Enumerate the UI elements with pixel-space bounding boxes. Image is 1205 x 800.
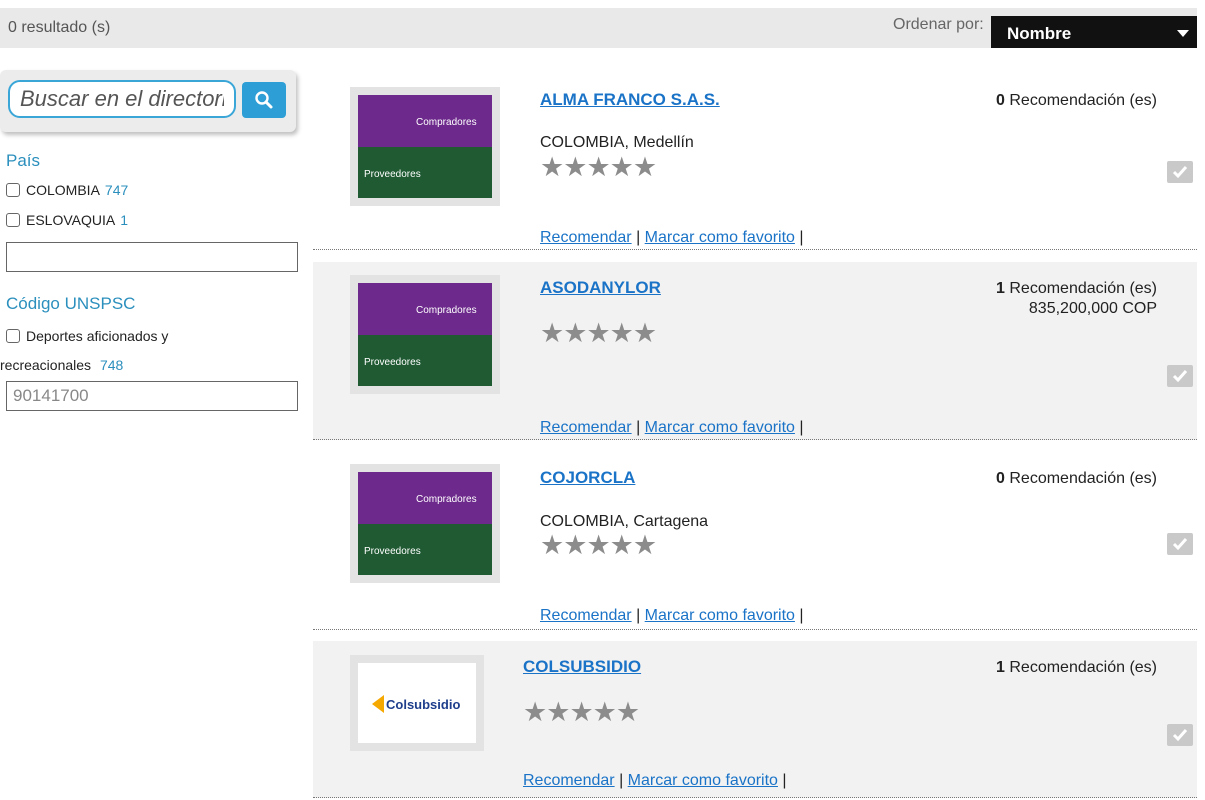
logo-text-proveedores: Proveedores — [364, 546, 421, 557]
star-icon: ★ — [615, 697, 641, 727]
recommend-link[interactable]: Recomendar — [523, 772, 615, 789]
unspsc-option[interactable] — [6, 328, 168, 344]
company-location: COLOMBIA, Cartagena — [540, 513, 709, 530]
result-actions — [540, 607, 804, 625]
sort-label: Ordenar por: — [893, 16, 984, 33]
unspsc-option-label-line2: recreacionales — [0, 357, 92, 373]
unspsc-option-label: Deportes aficionados y — [26, 328, 169, 344]
star-icon: ★ — [609, 530, 634, 560]
star-icon: ★ — [540, 318, 565, 348]
company-logo[interactable] — [350, 275, 500, 394]
search-input[interactable] — [8, 80, 236, 118]
separator: | — [782, 772, 787, 789]
star-icon: ★ — [592, 697, 617, 727]
directory-search — [0, 70, 296, 132]
price-value: 835,200,000 COP — [1028, 300, 1157, 317]
result-item — [313, 262, 1197, 440]
country-filter-input[interactable] — [6, 242, 298, 272]
rec-count-value: 1 — [996, 659, 1005, 676]
rating-stars[interactable] — [540, 320, 656, 346]
star-icon: ★ — [540, 530, 565, 560]
search-button[interactable] — [242, 82, 286, 118]
results-count: 0 resultado (s) — [8, 19, 111, 36]
checkbox[interactable] — [6, 183, 20, 197]
result-actions — [523, 772, 787, 790]
separator: | — [619, 772, 624, 789]
rec-count-label: Recomendación (es) — [1009, 280, 1157, 297]
company-name-link[interactable]: ALMA FRANCO S.A.S. — [540, 90, 720, 109]
recommend-link[interactable]: Recomendar — [540, 419, 632, 436]
star-icon: ★ — [632, 530, 658, 560]
star-icon: ★ — [632, 318, 658, 348]
company-name-link[interactable]: COJORCLA — [540, 468, 636, 487]
separator: | — [799, 607, 804, 624]
favorite-link[interactable]: Marcar como favorito — [644, 229, 795, 246]
separator: | — [636, 229, 641, 246]
star-icon: ★ — [540, 152, 565, 182]
rec-count-label: Recomendación (es) — [1009, 92, 1157, 109]
star-icon: ★ — [586, 318, 611, 348]
recommend-link[interactable]: Recomendar — [540, 229, 632, 246]
logo-graphic — [358, 283, 492, 386]
rec-count-value: 1 — [996, 280, 1005, 297]
star-icon: ★ — [609, 318, 634, 348]
company-logo[interactable] — [350, 464, 500, 583]
separator: | — [799, 229, 804, 246]
favorite-link[interactable]: Marcar como favorito — [627, 772, 778, 789]
favorite-link[interactable]: Marcar como favorito — [644, 607, 795, 624]
rating-stars[interactable] — [540, 532, 656, 558]
chevron-down-icon — [1177, 30, 1189, 37]
result-item — [313, 70, 1197, 250]
company-logo[interactable] — [350, 87, 500, 206]
logo-text-proveedores: Proveedores — [364, 357, 421, 368]
separator: | — [799, 419, 804, 436]
rating-stars[interactable] — [523, 699, 639, 725]
favorite-link[interactable]: Marcar como favorito — [644, 419, 795, 436]
recommendation-count — [996, 92, 1157, 110]
separator: | — [636, 607, 641, 624]
logo-text-colsubsidio: Colsubsidio — [386, 697, 461, 712]
star-icon: ★ — [586, 152, 611, 182]
logo-graphic — [358, 95, 492, 198]
result-item — [313, 641, 1197, 798]
result-actions — [540, 229, 804, 247]
country-option-count: 1 — [120, 212, 129, 228]
checkbox[interactable] — [6, 329, 20, 343]
result-actions — [540, 419, 804, 437]
check-icon[interactable] — [1167, 533, 1193, 555]
company-location: COLOMBIA, Medellín — [540, 134, 694, 151]
separator: | — [636, 419, 641, 436]
recommend-link[interactable]: Recomendar — [540, 607, 632, 624]
country-option-label: COLOMBIA — [26, 182, 100, 198]
star-icon: ★ — [523, 697, 548, 727]
star-icon: ★ — [546, 697, 571, 727]
check-icon[interactable] — [1167, 365, 1193, 387]
logo-graphic — [358, 472, 492, 575]
star-icon: ★ — [569, 697, 594, 727]
logo-text-compradores: Compradores — [416, 305, 477, 316]
country-option-label: ESLOVAQUIA — [26, 212, 116, 228]
company-name-link[interactable]: COLSUBSIDIO — [523, 657, 642, 676]
unspsc-filter-title: Código UNSPSC — [6, 294, 136, 313]
logo-text-compradores: Compradores — [416, 494, 477, 505]
search-icon — [254, 90, 274, 110]
logo-text-compradores: Compradores — [416, 117, 477, 128]
sort-select[interactable] — [991, 16, 1197, 48]
star-icon: ★ — [632, 152, 658, 182]
colsubsidio-mark — [372, 695, 384, 713]
country-option-count: 747 — [104, 182, 129, 198]
check-icon[interactable] — [1167, 724, 1193, 746]
sort-value: Nombre — [1007, 24, 1072, 43]
rec-count-label: Recomendación (es) — [1009, 470, 1157, 487]
rec-count-value: 0 — [996, 470, 1005, 487]
company-name-link[interactable]: ASODANYLOR — [540, 278, 661, 297]
star-icon: ★ — [563, 530, 588, 560]
star-icon: ★ — [609, 152, 634, 182]
country-option-eslovaquia[interactable] — [6, 212, 128, 228]
rec-count-value: 0 — [996, 92, 1005, 109]
recommendation-count — [996, 280, 1157, 298]
checkbox[interactable] — [6, 213, 20, 227]
logo-graphic — [358, 663, 476, 743]
result-item — [313, 452, 1197, 630]
star-icon: ★ — [586, 530, 611, 560]
recommendation-count — [996, 470, 1157, 488]
country-option-colombia[interactable] — [6, 182, 128, 198]
unspsc-filter-input[interactable] — [6, 381, 298, 411]
logo-text-proveedores: Proveedores — [364, 169, 421, 180]
country-filter-title: País — [6, 151, 41, 170]
unspsc-option-count: 748 — [99, 357, 124, 373]
unspsc-option-label-cont — [0, 357, 123, 373]
check-icon[interactable] — [1167, 161, 1193, 183]
rating-stars[interactable] — [540, 154, 656, 180]
company-logo[interactable] — [350, 655, 484, 751]
recommendation-count — [996, 659, 1157, 677]
star-icon: ★ — [563, 318, 588, 348]
rec-count-label: Recomendación (es) — [1009, 659, 1157, 676]
star-icon: ★ — [563, 152, 588, 182]
